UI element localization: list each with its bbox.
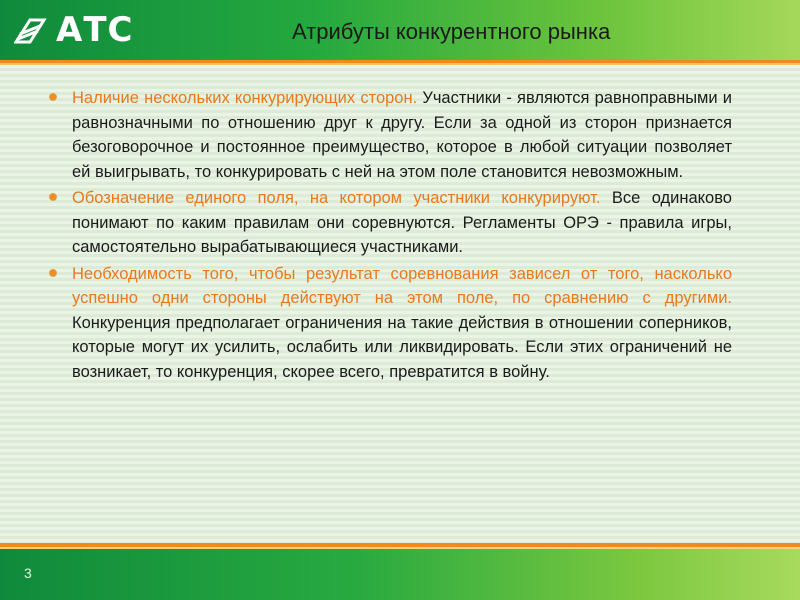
header-bar xyxy=(0,0,800,60)
bullet-highlight: Обозначение единого поля, на котором участники конкурируют. xyxy=(72,189,601,207)
logo-text: АТС xyxy=(56,10,134,50)
page-number: 3 xyxy=(24,565,32,581)
ats-logo xyxy=(14,12,154,52)
bullet-item-1 xyxy=(48,86,732,184)
logo-swoosh-icon xyxy=(14,16,48,46)
footer-bar xyxy=(0,549,800,600)
bullet-item-3 xyxy=(48,262,732,385)
bullet-body: Участники - являются равноправными и равнозначными по отношению друг к другу. Если за одной из сторон признается безоговорочное и постоянное преимущество, которое в любой ситуации позволяет ей выигрывать, то конкурировать с ней на этом поле становится невозможным. xyxy=(72,89,733,181)
bullet-list xyxy=(48,86,732,386)
bullet-highlight: Необходимость того, чтобы результат соревнования зависел от того, насколько успешно одни стороны действуют на этом поле, по сравнению с другими. xyxy=(72,264,732,307)
bullet-paragraph xyxy=(72,262,732,385)
bullet-body: Конкуренция предполагает ограничения на такие действия в отношении соперников, которые могут их усилить, ослабить или ликвидировать. Если этих ограничений не возникает, то конкуренция, скорее всего, превратится в войну. xyxy=(72,313,732,381)
bullet-paragraph xyxy=(72,186,732,260)
bullet-body: Все одинаково понимают по каким правилам они соревнуются. Регламенты ОРЭ - правила игры, самостоятельно вырабатывающиеся участниками. xyxy=(72,189,732,256)
bullet-paragraph xyxy=(72,86,732,184)
slide-title: Атрибуты конкурентного рынка xyxy=(292,19,611,44)
bullet-marker-icon xyxy=(50,194,56,200)
bullet-highlight: Наличие нескольких конкурирующих сторон. xyxy=(72,89,418,107)
bullet-item-2 xyxy=(48,186,732,260)
bullet-marker-icon xyxy=(50,270,56,276)
bullet-marker-icon xyxy=(50,94,56,100)
